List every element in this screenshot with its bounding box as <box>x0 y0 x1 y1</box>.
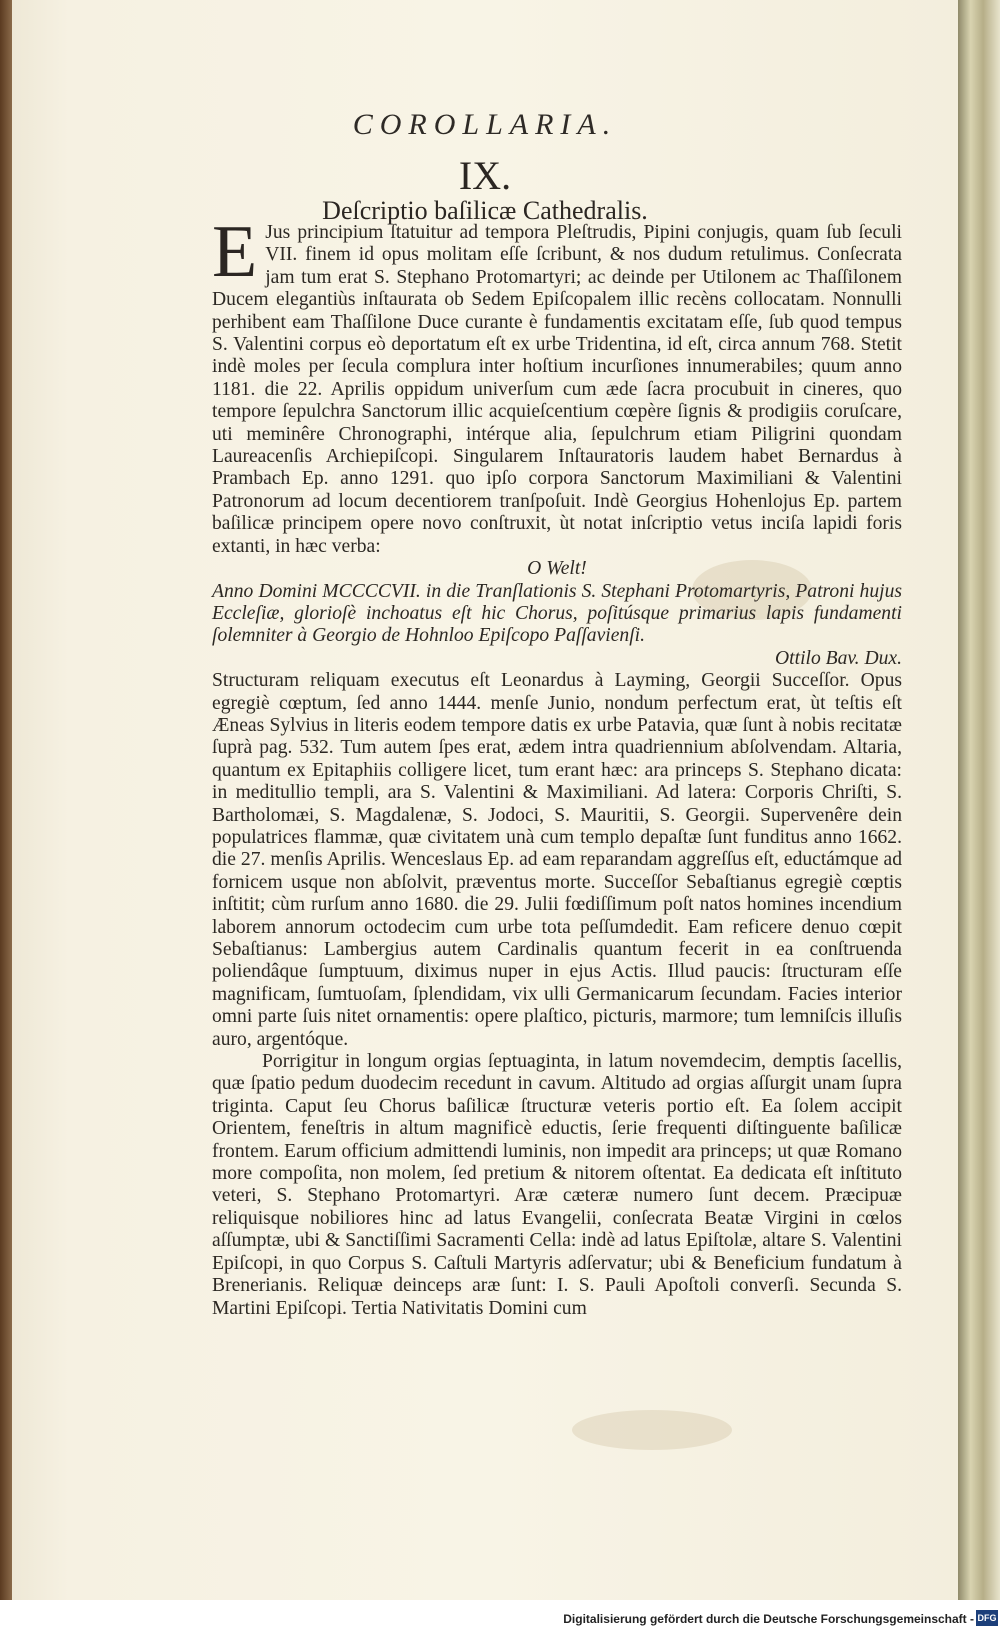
main-text <box>212 211 902 1320</box>
digitization-credit: Digitalisierung gefördert durch die Deutsche Forschungsgemeinschaft - <box>563 1612 974 1626</box>
page-edges <box>958 0 1000 1600</box>
paper-stain <box>572 1410 732 1450</box>
paragraph-3: Porrigitur in longum orgias ſeptuaginta, in latum novemdecim, demptis ſacellis, quæ ſpatio pedum duodecim recedunt in cavum. Altitudo ad orgias aſſurgit unam ſupra triginta. Caput ſeu Chorus baſilicæ ſtructuræ veteris portio eſt. Ea ſolem accipit Orientem, feneſtris in altum magnificè eductis, ſerie frequenti diſtinguente baſilicæ frontem. Earum officium admittendi luminis, non impedit ara princeps; ut quæ Romano more compoſita, non molem, ſed pretium & nitorem oſtentat. Ea dedicata eſt inſtituto veteri, S. Stephano Protomartyri. Aræ cæteræ numero ſunt decem. Præcipuæ reliquisque nobiliores hinc ad latus Evangelii, conſecrata Beatæ Virgini in cœlos aſſumptæ, ubi & Sanctiſſimi Sacramenti Cella: indè ad latus Epiſtolæ, altare S. Valentini Epiſcopi, in quo Corpus S. Caſtuli Martyris adſervatur; ubi & Beneficium fundatum à Brenerianis. Reliquæ deinceps aræ ſunt: I. S. Pauli Apoſtoli converſi. Secunda S. Martini Epiſcopi. Tertia Nativitatis Domini cum <box>212 1051 902 1319</box>
dfg-logo: DFG <box>976 1610 998 1626</box>
paragraph-1 <box>212 211 902 558</box>
paragraph-1-text: Jus principium ſtatuitur ad tempora Pleſtrudis, Pipini conjugis, quam ſub ſeculi VII. finem id opus molitam eſſe ſcribunt, & nos dudum retulimus. Conſecrata jam tum erat S. Stephano Protomartyri; ac deinde per Utilonem ac Thaſſilonem Ducem elegantiùs inſtaurata ob Sedem Epiſcopalem illic recèns collocatam. Nonnulli perhibent eam Thaſſilone Duce curante è fundamentis excitatam eſſe, ſub quod tempus S. Valentini corpus eò deportatum eſt ex urbe Tridentina, id eſt, circa annum 768. Stetit indè moles per ſecula complura inter hoſtium incurſiones innumerabiles; quum anno 1181. die 22. Aprilis oppidum univerſum cum æde ſacra procubuit in cineres, quo tempore ſepulchra Sanctorum illic acquieſcentium cœpère ſignis & prodigiis coruſcare, uti meminêre Chronographi, intérque alia, ſepulchrum etiam Piligrini quondam Laureacenſis Archiepiſcopi. Singularem Inſtauratoris laudem habet Bernardus à Prambach Ep. anno 1291. quo ipſo corpora Sanctorum Maximiliani & Valentini Patronorum ad locum decentiorem tranſpoſuit. Indè Georgius Hohenlojus Ep. partem baſilicæ principem opere novo conſtruxit, ùt notat inſcriptio vetus inciſa lapidi foris extanti, in hæc verba: <box>212 222 902 557</box>
paragraph-2: Structuram reliquam executus eſt Leonardus à Layming, Georgii Succeſſor. Opus egregiè cœptum, ſed anno 1444. menſe Junio, nondum perfectum erat, ùt teſtis eſt Æneas Sylvius in literis eodem tempore datis ex urbe Patavia, quæ ſunt à nobis recitatæ ſuprà pag. 532. Tum autem ſpes erat, ædem intra quadriennium abſolvendam. Altaria, quantum ex Epitaphiis colligere licet, tum erant hæc: ara princeps S. Stephano dicata: in meditullio templi, ara S. Valentini & Maximiliani. Ad latera: Corporis Chriſti, S. Bartholomæi, S. Magdalenæ, S. Jodoci, S. Mauritii, S. Georgii. Supervenêre dein populatrices flammæ, quæ civitatem unà cum templo depaſtæ ſunt funditus anno 1662. die 27. menſis Aprilis. Wenceslaus Ep. ad eam reparandam aggreſſus eſt, eductámque ad fornicem usque non abſolvit, præventus morte. Succeſſor Sebaſtianus egregiè cœptis inſtitit; cùm rurſum anno 1680. die 29. Julii fœdiſſimum poſt natos homines incendium laborem annorum octodecim cum urbe tota peſſumdedit. Eam reficere denuo cœpit Sebaſtianus: Lambergius autem Cardinalis quantum fecerit in ea conſtruenda poliendâque ſumptuum, diximus nuper in ejus Actis. Illud paucis: ſtructuram eſſe magnificam, ſumtuoſam, ſplendidam, vix ulli Germanicarum ſecundam. Facies interior omni parte ſuis nitet ornamentis: opere plaſtico, picturis, marmore; tum lemniſcis illuſis auro, argentóque. <box>212 670 902 1050</box>
book-binding <box>0 0 12 1600</box>
drop-cap: E <box>212 211 258 293</box>
footer-bar <box>0 1600 1000 1637</box>
book-page <box>12 0 958 1600</box>
quote-inscription: Anno Domini MCCCCVII. in die Tranſlationis S. Stephani Protomartyris, Patroni hujus Eccleſiæ, glorioſè inchoatus eſt hic Chorus, poſitúsque primarius lapis fundamenti ſolemniter à Georgio de Hohnloo Epiſcopo Paſſavienſi. <box>212 580 902 647</box>
section-number: IX. <box>458 153 512 198</box>
section-title: Deſcriptio baſilicæ Cathedralis. <box>322 196 648 225</box>
quote-exclamation: O Welt! <box>527 558 587 580</box>
running-title: COROLLARIA. <box>352 108 618 141</box>
quote-signature: Ottilo Bav. Dux. <box>775 647 902 669</box>
